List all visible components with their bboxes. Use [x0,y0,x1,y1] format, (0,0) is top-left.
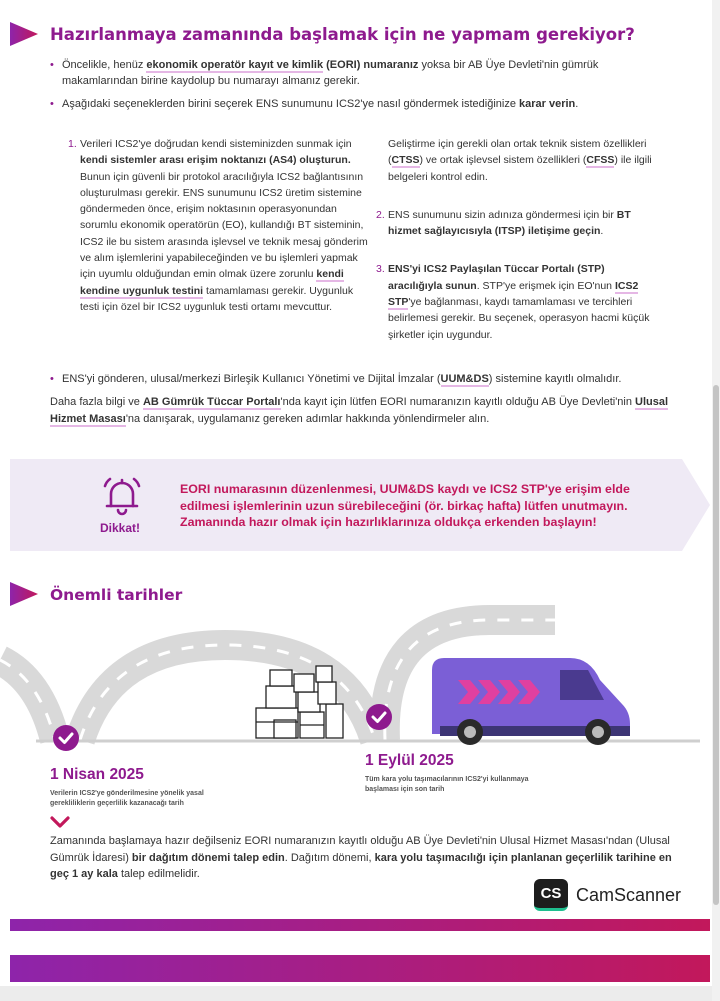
uumds-link[interactable]: UUM&DS [440,373,489,385]
option-3: 3. ENS'yi ICS2 Paylaşılan Tüccar Portalı (STP) aracılığıyla sunun. STP'ye erişmek için EO'nun ICS2 STP'ye bağlanması, kaydı tamamlaması ve tercihleri belirlemesi gerekir. Bu seçenek, operasyon hacmi küçük şirketler için uygundur. [376,263,650,341]
service-desk-link[interactable]: Ulusal Hizmet Masası [50,396,669,425]
bullet-decide: • Aşağıdaki seçeneklerden birini seçerek ENS sunumunu ICS2'ye nasıl göndermek istediğinize karar verin. [50,96,670,112]
option-number: 2. [376,208,385,221]
ctss-link[interactable]: CTSS [391,154,420,167]
scrollbar[interactable] [712,0,720,1001]
option-number: 1. [68,138,77,150]
rollout-paragraph: Zamanında başlamaya hazır değilseniz EORI numaranızın kayıtlı olduğu AB Üye Devleti'nin Ulusal Hizmet Masası'ndan (Ulusal Gümrük İdaresi) bir dağıtım dönemi talep edin. Dağıtım dönemi, kara yolu taşımacılığı için planlanan geçerlilik tarihine en geç 1 ay kala talep edilmelidir. [50,835,672,880]
warning-text: EORI numarasının düzenlenmesi, UUM&DS kaydı ve ICS2 STP'ye erişim elde edilmesi işlemlerinin uzun sürebileceğini (ör. birkaç hafta) lütfen unutmayın. Zamanında hazır olmak için hazırlıklarınıza oldukça erkenden başlayın! [180,482,630,529]
delivery-van-icon [432,658,630,745]
bullet-eori: • Öncelikle, henüz ekonomik operatör kayıt ve kimlik (EORI) numaranız yoksa bir AB Üye Devleti'nin gümrük makamlarından birine kaydolup bu numarayı almanız gerekir. [50,57,670,89]
camscanner-logo-icon: CS [534,879,568,911]
option-2: 2. ENS sunumunu sizin adınıza göndermesi için bir BT hizmet sağlayıcısıyla (ITSP) iletişime geçin. [376,208,631,238]
option-1-continued: Geliştirme için gerekli olan ortak teknik sistem özellikleri (CTSS) ve ortak işlevsel sistem özellikleri (CFSS) ile ilgili belgeleri kontrol edin. [388,138,652,183]
date-september-description: Tüm kara yolu taşımacılarının ICS2'yi kullanmaya başlaması için son tarih [365,776,529,793]
date-april: 1 Nisan 2025 [50,766,144,783]
camscanner-name: CamScanner [576,884,682,905]
conformance-test-link[interactable]: kendi kendine uygunluk testini [80,268,344,297]
footer-bar [10,919,710,931]
camscanner-watermark [534,879,681,911]
alarm-bell-icon [96,472,148,520]
option-number: 3. [376,263,385,276]
date-september: 1 Eylül 2025 [365,752,454,769]
section-heading: Hazırlanmaya zamanında başlamak için ne yapmam gerekiyor? [50,25,635,44]
warning-label: Dikkat! [100,521,141,535]
date-april-description: Verilerin ICS2'ye gönderilmesine yönelik yasal gerekliliklerin geçerlilik kazanacağı tarih [50,790,204,807]
more-info-paragraph: Daha fazla bilgi ve AB Gümrük Tüccar Portalı'nda kayıt için lütfen EORI numaranızın kayıtlı olduğu AB Üye Devleti'nin Ulusal Hizmet Masası'na danışarak, uygulamanız gereken adımlar hakkında yönlendirmeler alın. [50,396,669,425]
bullet-uumds: • ENS'yi gönderen, ulusal/merkezi Birleşik Kullanıcı Yönetimi ve Dijital İmzalar (UUM&DS) sistemine kayıtlı olmalıdır. [50,371,680,387]
check-circle-icon [52,724,80,752]
chevron-down-icon [50,815,70,829]
next-page-header-bar [10,955,710,982]
options-right-column [376,136,656,343]
cfss-link[interactable]: CFSS [586,154,615,167]
cargo-boxes-icon [256,666,343,738]
eori-link[interactable]: ekonomik operatör kayıt ve kimlik [146,59,324,71]
check-circle-icon [365,703,393,731]
dates-heading: Önemli tarihler [50,586,183,604]
page-gap [0,986,712,1001]
timeline-illustration [0,600,720,760]
section-marker [10,22,38,46]
trader-portal-link[interactable]: AB Gümrük Tüccar Portalı [142,396,281,408]
option-1: 1. Verileri ICS2'ye doğrudan kendi sisteminizden sunmak için kendi sistemler arası erişim noktanızı (AS4) oluşturun. Bunun için güvenli bir protokol aracılığıyla ICS2 bağlantısının oluşturulması gerekir. ENS sunumunu ICS2 üretim sistemine göndermeden önce, erişim noktasının operasyonundan sorumlu ekonomik operatörün (EO), kullandığı BT sisteminin, ICS2 ile bu sistem arasında işlevsel ve teknik mesaj gönderim ve alım işlemlerini yapabileceğinden ve bu işlemleri yapmak için uyumlu olduğundan emin olmak üzere zorunlu kendi kendine uygunluk testini tamamlaması gerekir. Uygunluk testi için özel bir ICS2 uygunluk testi ortamı mevcuttur. [68,138,368,313]
ics2-stp-link[interactable]: ICS2 STP [388,279,639,309]
intro-bullets [50,57,670,119]
